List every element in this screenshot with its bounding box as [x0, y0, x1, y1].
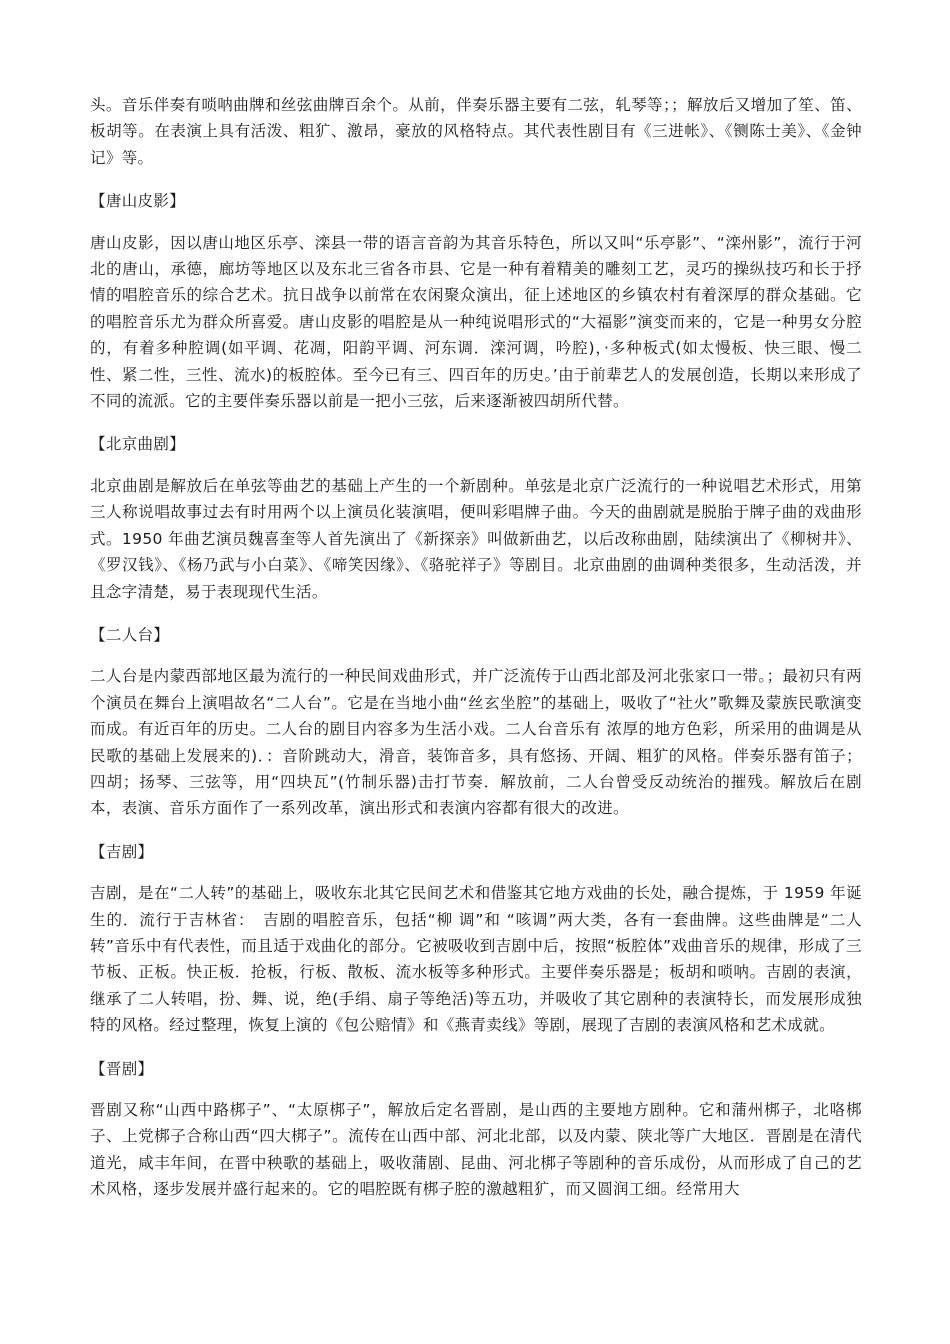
section-title: 【吉剧】 — [90, 842, 154, 861]
section-title: 【唐山皮影】 — [90, 192, 186, 211]
section-title: 【二人台】 — [90, 625, 170, 644]
section-title: 【晋剧】 — [90, 1059, 154, 1078]
section-body: 二人台是内蒙西部地区最为流行的一种民间戏曲形式，并广泛流传于山西北部及河北张家口一带。；最初只有两个演员在舞台上演唱故名“二人台”。它是在当地小曲“丝玄坐腔”的基础上，吸收了“社火”歌舞及蒙族民歌演变而成。有近百年的历史。二人台的剧目内容多为生活小戏。二人台音乐有 浓厚的地方色彩，所采用的曲调是从民歌的基础上发展来的)．：音阶跳动大，滑音，装饰音多，具有悠扬、开阔、粗犷的风格。伴奏乐器有笛子；四胡；扬琴、三弦等，用“四块瓦”(竹制乐器)击打节奏．解放前，二人台曾受反动统治的摧残。解放后在剧本，表演、音乐方面作了一系列改革，演出形式和表演内容都有很大的改进。 — [90, 667, 862, 818]
document-page — [90, 92, 862, 1220]
section-body: 北京曲剧是解放后在单弦等曲艺的基础上产生的一个新剧种。单弦是北京广泛流行的一种说唱艺术形式，用第三人称说唱故事过去有时用两个以上演员化装演唱，便叫彩唱牌子曲。今天的曲剧就是脱胎于牌子曲的戏曲形式。1950 年曲艺演员魏喜奎等人首先演出了《新探亲》叫做新曲艺，以后改称曲剧，陆续演出了《柳树井》、《罗汉钱》、《杨乃武与小白菜》、《啼笑因缘》、《骆驼祥子》等剧目。北京曲剧的曲调种类很多，生动活泼，并且念字清楚，易于表现现代生活。 — [90, 476, 862, 601]
section-body: 唐山皮影，因以唐山地区乐亭、滦县一带的语言音韵为其音乐特色，所以又叫“乐亭影”、“滦州影”，流行于河北的唐山，承德，廊坊等地区以及东北三省各市县、它是一种有着精美的雕刻工艺，灵巧的操纵技巧和长于抒情的唱腔音乐的综合艺术。抗日战争以前常在农闲聚众演出，征上述地区的乡镇农村有着深厚的群众基础。它的唱腔音乐尤为群众所喜爱。唐山皮影的唱腔是从一种纯说唱形式的“大福影”演变而来的，它是一种男女分腔的，有着多种腔调(如平调、花凋，阳韵平调、河东调．滦河调，吟腔)，·多种板式(如太慢板、快三眼、慢二性、紧二性，三性、流水)的板腔体。至今已有三、四百年的历史。’由于前辈艺人的发展创造，长期以来形成了不同的流派。它的主要伴奏乐器以前是一把小三弦，后来逐渐被四胡所代替。 — [90, 233, 862, 411]
intro-paragraph: 头。音乐伴奏有唢呐曲牌和丝弦曲牌百余个。从前，伴奏乐器主要有二弦，轧琴等；；解放后又增加了笙、笛、板胡等。在表演上具有活泼、粗犷、激昂，豪放的风格特点。其代表性剧目有《三进帐》、《铡陈士美》、《金钟记》等。 — [90, 96, 862, 167]
section-title: 【北京曲剧】 — [90, 435, 186, 454]
section-errentai — [90, 622, 862, 822]
section-jinju — [90, 1056, 862, 1203]
section-tangshan-piying — [90, 188, 862, 414]
section-beijing-quju — [90, 431, 862, 604]
section-jiju — [90, 839, 862, 1039]
section-body: 晋剧又称“山西中路梆子”、“太原梆子”，解放后定名晋剧，是山西的主要地方剧种。它和蒲州梆子，北咯梆子、上党梆子合称山西“四大梆子”。流传在山西中部、河北北部，以及内蒙、陕北等广大地区．晋剧是在清代道光，咸丰年间，在晋中秧歌的基础上，吸收蒲剧、昆曲、河北梆子等剧种的音乐成份，从而形成了自己的艺术风格，逐步发展并盛行起来的。它的唱腔既有梆子腔的激越粗犷，而又圆润工细。经常用大 — [90, 1101, 862, 1199]
section-body: 吉剧，是在“二人转”的基础上，吸收东北其它民间艺术和借鉴其它地方戏曲的长处，融合提炼，于 1959 年诞生的．流行于吉林省： 吉剧的唱腔音乐，包括“柳 调”和 “咳调”两大类，各有一套曲牌。这些曲牌是“二人转”音乐中有代表性，而且适于戏曲化的部分。它被吸收到吉剧中后，按照“板腔体”戏曲音乐的规律，形成了三节板、正板。快正板．抢板，行板、散板、流水板等多种形式。主要伴奏乐器是；板胡和唢呐。吉剧的表演，继承了二人转唱，扮、舞、说，绝(手绢、扇子等绝活)等五功，并吸收了其它剧种的表演特长，而发展形成独特的风格。经过整理，恢复上演的《包公赔情》和《燕青卖线》等剧，展现了吉剧的表演风格和艺术成就。 — [90, 884, 862, 1035]
